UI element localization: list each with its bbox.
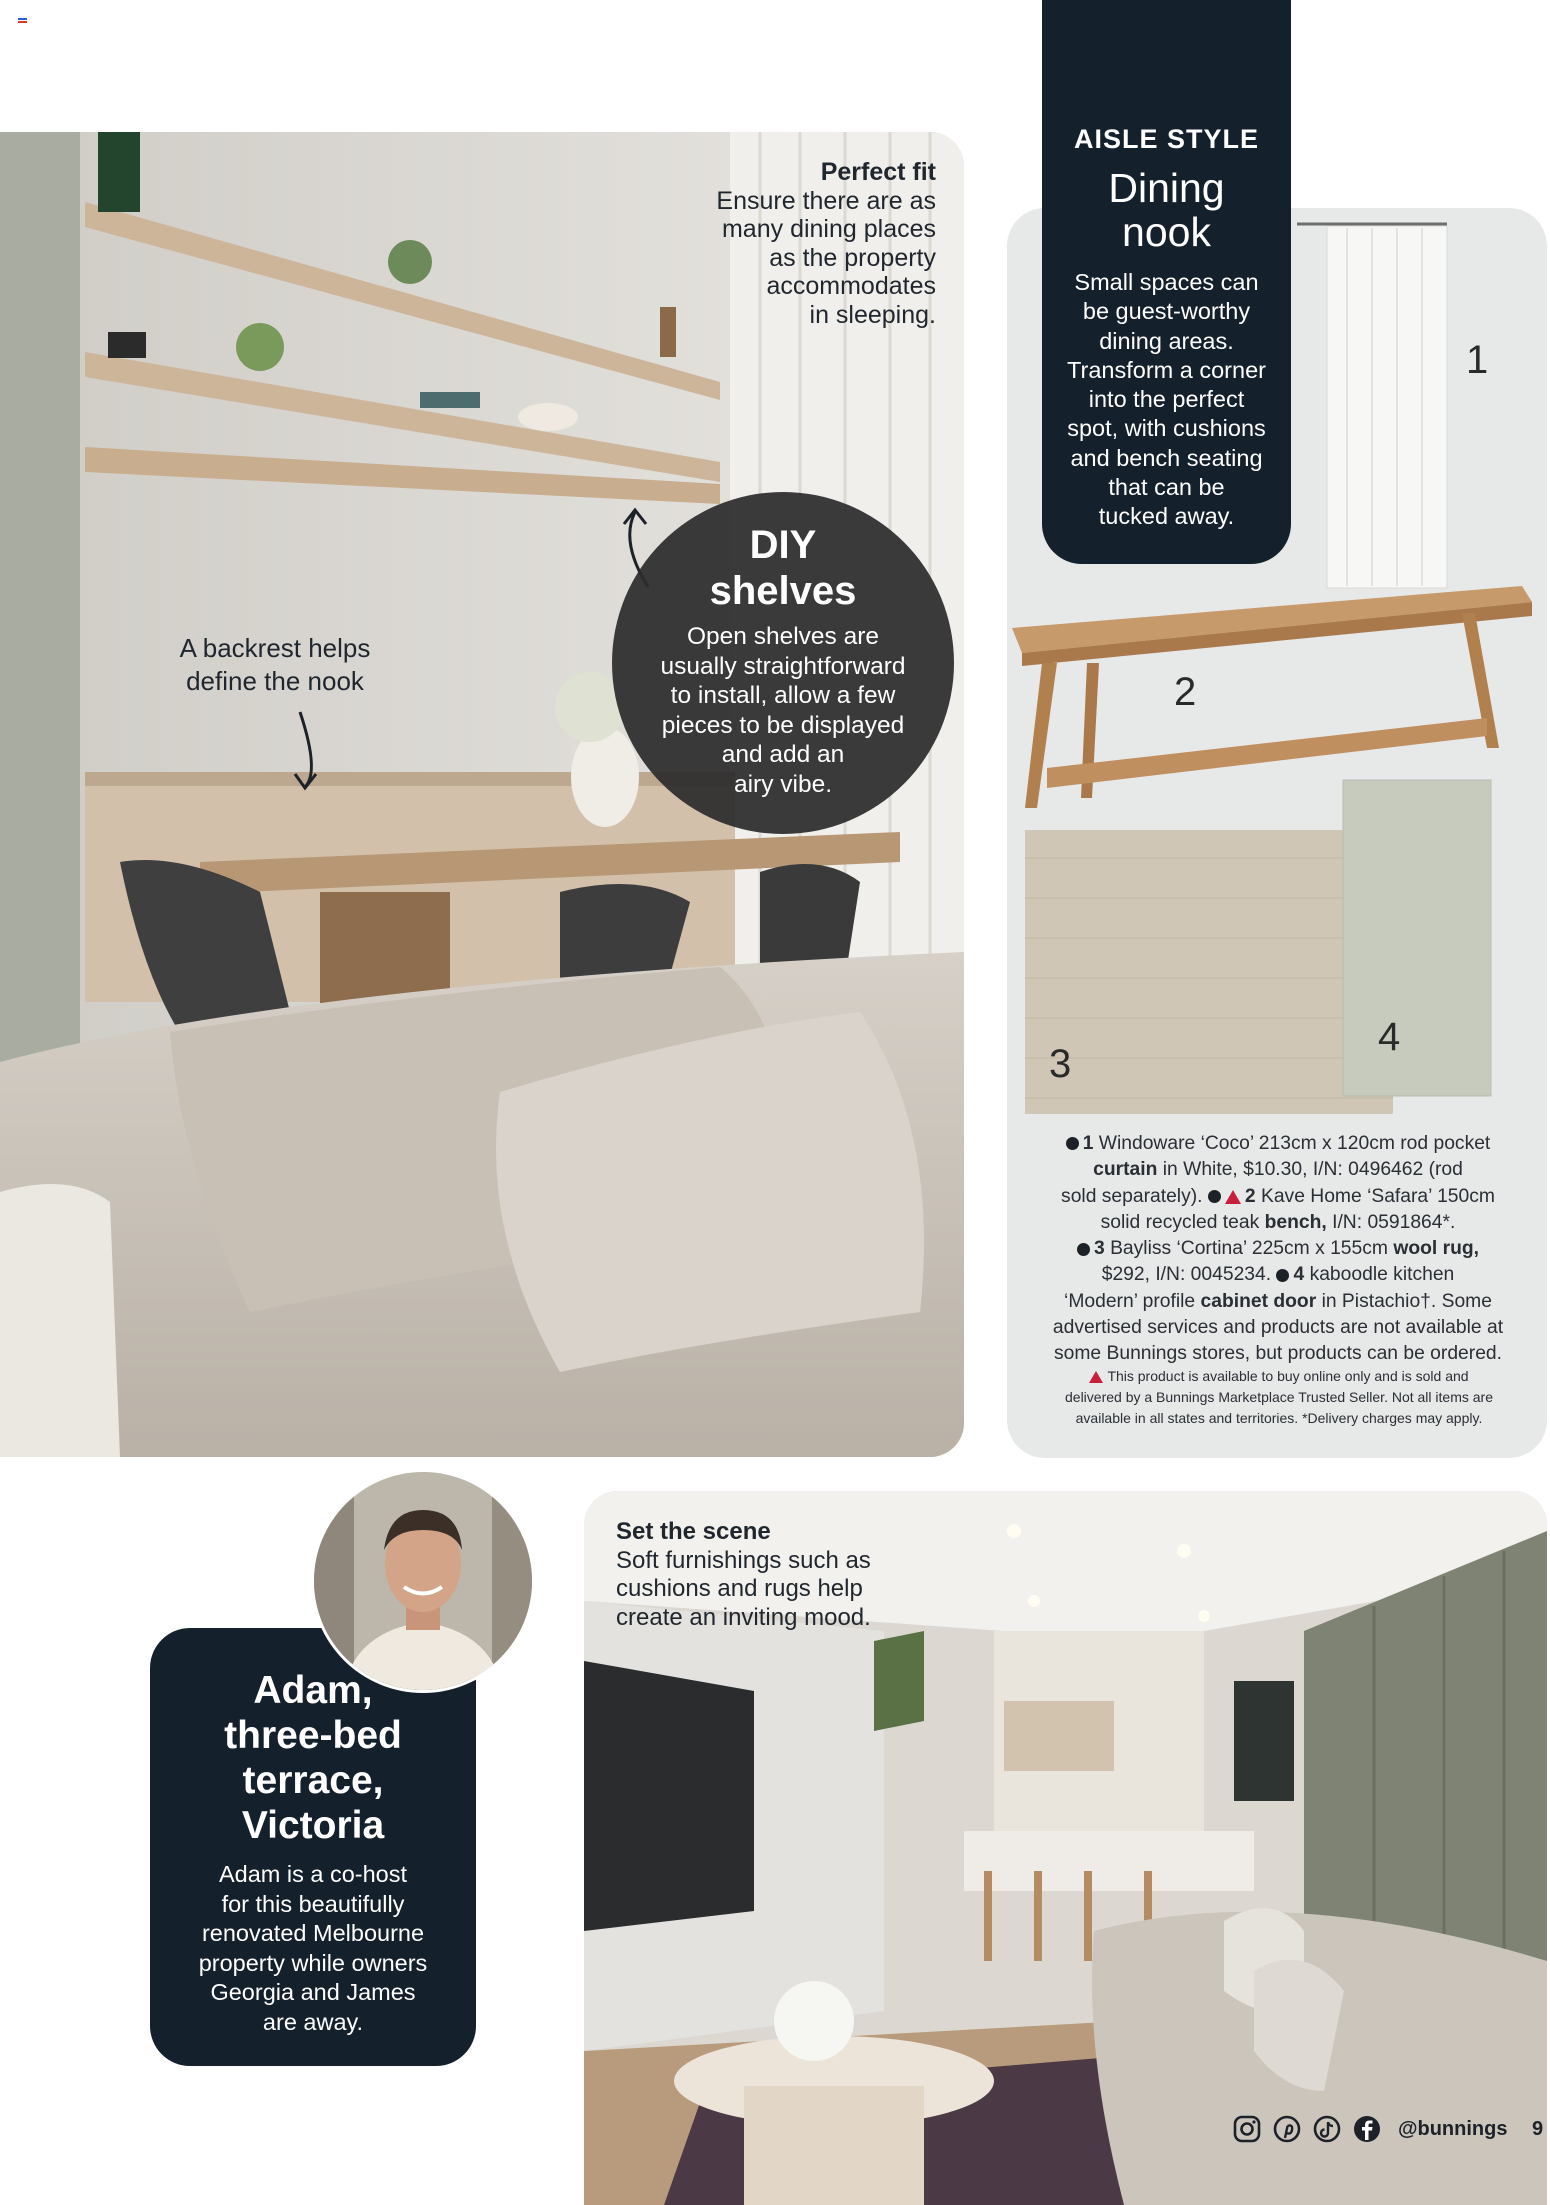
product-3-text: Bayliss ‘Cortina’ 225cm x 155cm xyxy=(1110,1238,1388,1260)
aisle-body-line: into the perfect xyxy=(1088,386,1245,413)
aisle-title-line: nook xyxy=(1122,209,1211,255)
product-line xyxy=(1030,1131,1526,1157)
bullet-dot-icon xyxy=(1208,1190,1221,1203)
host-title-line: Victoria xyxy=(241,1804,385,1847)
aisle-style-kicker: AISLE STYLE xyxy=(1073,124,1260,154)
diy-body-line: Open shelves are xyxy=(686,623,880,650)
facebook-icon[interactable] xyxy=(1352,2114,1382,2144)
product-4-text: kaboodle kitchen xyxy=(1309,1264,1455,1286)
aisle-body-line: dining areas. xyxy=(1099,327,1234,354)
cabinet-door-swatch xyxy=(1343,780,1491,1096)
product-1-text: Windoware ‘Coco’ 213cm x 120cm rod pocket xyxy=(1098,1133,1491,1154)
instagram-icon[interactable] xyxy=(1232,2114,1262,2144)
product-1-name: curtain xyxy=(1093,1159,1158,1181)
diy-body-line: pieces to be displayed xyxy=(661,711,905,739)
product-3-name: wool rug, xyxy=(1393,1238,1480,1260)
product-list xyxy=(1030,1131,1526,1368)
host-body-line: property while owners xyxy=(198,1949,428,1976)
host-profile-title xyxy=(150,1668,476,1848)
product-number-1: 1 xyxy=(1466,338,1489,382)
product-3-details: $292, I/N: 0045234. xyxy=(1101,1264,1272,1286)
product-4-number: 4 xyxy=(1293,1264,1305,1286)
set-the-scene-line: cushions and rugs help xyxy=(616,1575,863,1602)
product-line xyxy=(1030,1210,1526,1236)
set-the-scene-caption xyxy=(616,1518,956,1632)
set-the-scene-line: create an inviting mood. xyxy=(616,1603,871,1631)
product-line xyxy=(1030,1289,1526,1315)
menu-line xyxy=(18,21,27,23)
aisle-body-line: and bench seating xyxy=(1070,444,1263,471)
product-number-2: 2 xyxy=(1174,670,1197,714)
marketplace-line xyxy=(1036,1366,1522,1387)
bullet-dot-icon xyxy=(1276,1269,1289,1282)
host-avatar xyxy=(314,1472,532,1690)
product-1-details: in White, $10.30, I/N: 0496462 (rod xyxy=(1162,1159,1463,1181)
diy-title-line: DIY xyxy=(749,523,817,567)
product-4-details: in Pistachio†. Some xyxy=(1321,1290,1492,1312)
product-4-text2: ‘Modern’ profile xyxy=(1064,1290,1196,1312)
perfect-fit-line: in sleeping. xyxy=(809,300,936,329)
host-title-line: Adam, xyxy=(253,1669,373,1712)
aisle-body-line: that can be xyxy=(1108,474,1225,501)
backrest-line: define the nook xyxy=(186,666,364,696)
perfect-fit-line: Ensure there are as xyxy=(716,186,936,215)
host-title-line: three-bed xyxy=(224,1714,402,1757)
menu-icon[interactable] xyxy=(18,18,27,25)
diy-body-line: airy vibe. xyxy=(733,770,833,798)
bullet-dot-icon xyxy=(1077,1243,1090,1256)
social-links xyxy=(1232,2112,1507,2146)
curtain-image xyxy=(1327,226,1447,588)
product-line xyxy=(1030,1262,1526,1288)
aisle-style-card xyxy=(1042,0,1291,564)
set-the-scene-line: Soft furnishings such as xyxy=(616,1546,871,1574)
product-4-name: cabinet door xyxy=(1200,1290,1317,1312)
product-number-4: 4 xyxy=(1378,1015,1401,1059)
backrest-caption xyxy=(150,632,400,698)
perfect-fit-caption xyxy=(700,158,936,329)
host-body-line: are away. xyxy=(262,2008,364,2035)
bench-image xyxy=(1012,586,1532,808)
marketplace-text: This product is available to buy online only and is sold and xyxy=(1107,1368,1469,1384)
host-body-line: renovated Melbourne xyxy=(201,1920,425,1946)
marketplace-triangle-icon xyxy=(1225,1190,1241,1204)
diy-body-line: and add an xyxy=(721,741,845,768)
disclaimer-line: some Bunnings stores, but products can be ordered. xyxy=(1053,1343,1503,1365)
product-2-text: Kave Home ‘Safara’ 150cm xyxy=(1260,1185,1495,1207)
product-2-text2: solid recycled teak xyxy=(1100,1211,1260,1233)
aisle-style-title xyxy=(1042,166,1291,254)
host-profile-card xyxy=(150,1628,476,2066)
product-line xyxy=(1030,1236,1526,1262)
diy-body-line: to install, allow a few xyxy=(670,682,896,709)
host-portrait-illustration xyxy=(314,1472,532,1690)
host-body-line: Adam is a co-host xyxy=(218,1861,408,1887)
aisle-body-line: Transform a corner xyxy=(1067,356,1266,383)
diy-shelves-body xyxy=(648,622,918,799)
aisle-title-line: Dining xyxy=(1108,165,1225,211)
aisle-body-line: tucked away. xyxy=(1098,503,1235,530)
marketplace-line: delivered by a Bunnings Marketplace Trusted Seller. Not all items are xyxy=(1065,1389,1493,1405)
perfect-fit-line: as the property xyxy=(769,243,936,272)
page-number: 9 xyxy=(1532,2118,1544,2140)
pinterest-icon[interactable] xyxy=(1272,2114,1302,2144)
marketplace-line: available in all states and territories. *Delivery charges may apply. xyxy=(1075,1410,1483,1426)
host-body-line: for this beautifully xyxy=(221,1890,405,1917)
aisle-body-line: Small spaces can xyxy=(1074,269,1259,295)
diy-body-line: usually straightforward xyxy=(660,652,906,680)
product-line xyxy=(1030,1157,1526,1183)
set-the-scene-heading: Set the scene xyxy=(616,1518,771,1545)
diy-title-line: shelves xyxy=(709,569,857,613)
backrest-line: A backrest helps xyxy=(179,633,371,663)
rug-swatch xyxy=(1025,830,1393,1114)
product-3-number: 3 xyxy=(1093,1238,1105,1260)
aisle-style-body xyxy=(1056,268,1277,532)
perfect-fit-line: many dining places xyxy=(721,215,936,243)
menu-line xyxy=(18,18,27,20)
tiktok-icon[interactable] xyxy=(1312,2114,1342,2144)
product-line xyxy=(1030,1184,1526,1210)
bullet-dot-icon xyxy=(1066,1137,1079,1150)
aisle-body-line: spot, with cushions xyxy=(1067,415,1266,442)
diy-shelves-callout xyxy=(612,492,954,834)
diy-shelves-title xyxy=(612,522,954,614)
aisle-body-line: be guest-worthy xyxy=(1082,298,1251,325)
host-body-line: Georgia and James xyxy=(210,1979,416,2005)
host-profile-body xyxy=(170,1860,456,2037)
marketplace-triangle-icon xyxy=(1089,1371,1103,1383)
perfect-fit-line: accommodates xyxy=(766,272,936,300)
product-1-number: 1 xyxy=(1082,1133,1094,1154)
marketplace-note xyxy=(1036,1366,1522,1429)
disclaimer-line: advertised services and products are not available at xyxy=(1052,1317,1504,1339)
product-2-name: bench, xyxy=(1264,1211,1327,1233)
perfect-fit-heading: Perfect fit xyxy=(820,158,936,186)
host-title-line: terrace, xyxy=(242,1759,384,1802)
product-2-number: 2 xyxy=(1244,1185,1256,1207)
product-1-note: sold separately). xyxy=(1061,1185,1203,1207)
social-handle[interactable]: @bunnings xyxy=(1398,2117,1508,2140)
product-2-details: I/N: 0591864*. xyxy=(1332,1211,1456,1233)
product-number-3: 3 xyxy=(1049,1042,1072,1086)
